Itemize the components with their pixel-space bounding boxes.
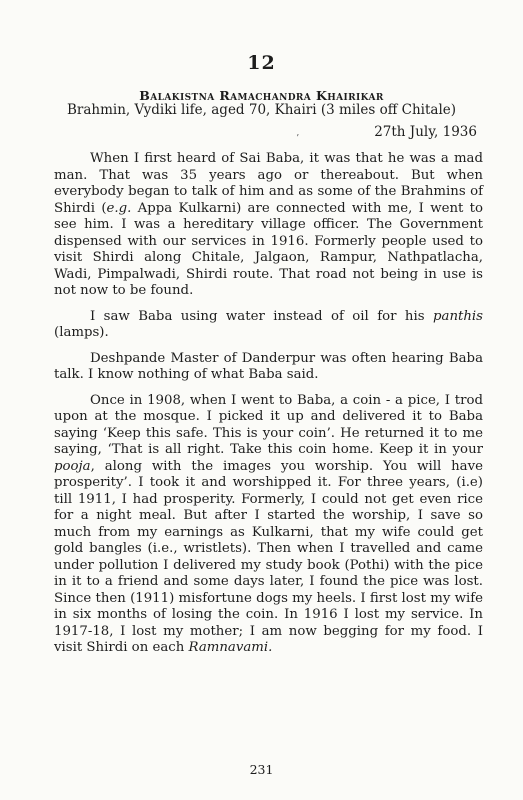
italic-run: panthis [433, 308, 483, 324]
italic-run: e.g. [106, 200, 132, 216]
dateline: 27th July, 1936 [374, 124, 477, 140]
text-run: (lamps). [54, 325, 109, 340]
paragraph [54, 393, 483, 657]
text-run: Deshpande Master of Danderpur was often hearing Baba talk. I know nothing of what Baba said. [54, 350, 483, 382]
paragraph [54, 151, 483, 300]
text-run: Appa Kulkarni) are connected with me, I went to see him. I was a hereditary village officer. The Government dispensed with our services in 1916. Formerly people used to visit Shirdi along Chitale, Jalgaon, Rampur, Nathpatlacha, Wadi, Pimpalwadi, Shirdi route. That road not being in use is not now to be found. [54, 200, 483, 298]
paragraph [54, 351, 483, 384]
text-run: Once in 1908, when I went to Baba, a coin - a pice, I trod upon at the mosque. I picked it up and delivered it to Baba saying ‘Keep this safe. This is your coin’. He returned it to me saying, ‘That is all right. Take this coin home. Keep it in your [54, 392, 483, 457]
page-number: 231 [249, 762, 274, 777]
italic-run: pooja [54, 458, 91, 474]
chapter-subtitle: Brahmin, Vydiki life, aged 70, Khairi (3 miles off Chitale) [66, 102, 457, 118]
chapter-number: 12 [247, 52, 276, 74]
chapter-title: Balakistna Ramachandra Khairikar [139, 88, 384, 103]
stray-mark: ʼ [296, 134, 299, 144]
text-run: , along with the images you worship. You will have prosperity’. I took it and worshipped it. For three years, (i.e) till 1911, I had prosperity. Formerly, I could not get even rice for a night meal. But after I started the worship, I save so much from my earnings as Kulkarni, that my wife could get gold bangles (i.e., wristlets). Then when I travelled and came under pollution I delivered my study book (Pothi) with the pice in it to a friend and some days later, I found the pice was lost. Since then (1911) misfortune dogs my heels. I first lost my wife in six months of losing the coin. In 1916 I lost my service. In 1917-18, I lost my mother; I am now begging for my food. I visit Shirdi on each [54, 458, 483, 655]
body-text [54, 151, 483, 666]
text-run: I saw Baba using water instead of oil for his [90, 308, 433, 324]
text-run: When I first heard of Sai Baba, it was that he was a mad man. That was 35 years ago or thereabout. But when everybody began to talk of him and as some of the Brahmins of Shirdi ( [54, 151, 483, 216]
paragraph [54, 309, 483, 342]
italic-run: Ramnavami. [188, 640, 273, 655]
